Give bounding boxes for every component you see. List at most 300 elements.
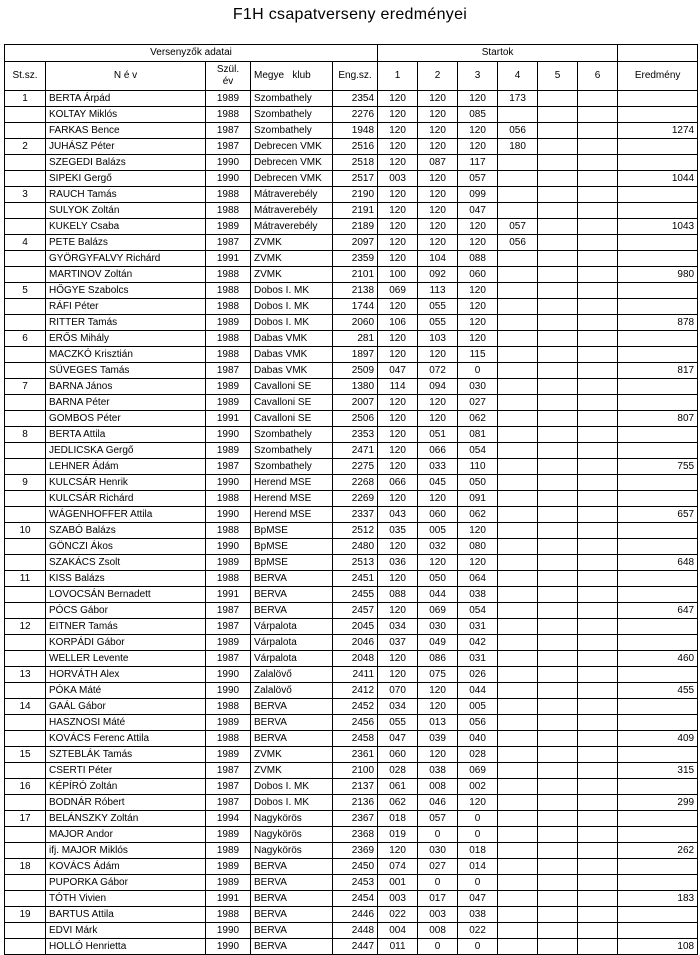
start-score-1: 003	[378, 171, 418, 187]
start-score-4	[498, 779, 538, 795]
start-score-1: 120	[378, 459, 418, 475]
start-score-6	[578, 331, 618, 347]
competitor-name: BERTA Árpád	[46, 91, 206, 107]
start-score-1: 003	[378, 891, 418, 907]
start-score-2: 120	[418, 555, 458, 571]
result-cell: 460	[618, 651, 698, 667]
club-name: Szombathely	[251, 91, 333, 107]
start-score-2: 0	[418, 939, 458, 955]
club-name: Várpalota	[251, 635, 333, 651]
birth-year: 1991	[206, 891, 251, 907]
club-name: BERVA	[251, 875, 333, 891]
start-score-5	[538, 331, 578, 347]
table-row	[5, 315, 698, 331]
birth-year: 1987	[206, 651, 251, 667]
start-score-3: 091	[458, 491, 498, 507]
table-row	[5, 619, 698, 635]
page-title: F1H csapatverseny eredményei	[232, 6, 468, 23]
start-score-2: 087	[418, 155, 458, 171]
birth-year: 1987	[206, 763, 251, 779]
start-score-5	[538, 315, 578, 331]
result-cell	[618, 91, 698, 107]
birth-year: 1987	[206, 363, 251, 379]
club-name: Dobos I. MK	[251, 299, 333, 315]
start-score-3: 002	[458, 779, 498, 795]
start-score-6	[578, 107, 618, 123]
competitor-name: SZAKÁCS Zsolt	[46, 555, 206, 571]
place-cell: 4	[5, 235, 46, 251]
start-score-6	[578, 427, 618, 443]
start-score-4	[498, 187, 538, 203]
competitor-name: WELLER Levente	[46, 651, 206, 667]
birth-year: 1990	[206, 171, 251, 187]
result-cell: 1044	[618, 171, 698, 187]
start-score-3: 047	[458, 203, 498, 219]
competitor-name: BARNA János	[46, 379, 206, 395]
header-start-4: 4	[498, 62, 538, 91]
start-score-3: 031	[458, 651, 498, 667]
table-row	[5, 523, 698, 539]
competitor-name: JUHÁSZ Péter	[46, 139, 206, 155]
start-score-4	[498, 619, 538, 635]
start-score-5	[538, 347, 578, 363]
start-score-3: 120	[458, 795, 498, 811]
table-row	[5, 203, 698, 219]
start-score-4: 056	[498, 235, 538, 251]
header-column-row	[5, 62, 698, 91]
start-score-4	[498, 923, 538, 939]
competitor-name: BERTA Attila	[46, 427, 206, 443]
competitor-name: KORPÁDI Gábor	[46, 635, 206, 651]
club-name: Cavalloni SE	[251, 379, 333, 395]
table-row	[5, 651, 698, 667]
registration-number: 2455	[333, 587, 378, 603]
start-score-1: 001	[378, 875, 418, 891]
start-score-2: 120	[418, 747, 458, 763]
registration-number: 2189	[333, 219, 378, 235]
start-score-4	[498, 747, 538, 763]
start-score-3: 117	[458, 155, 498, 171]
result-cell	[618, 827, 698, 843]
start-score-6	[578, 235, 618, 251]
start-score-5	[538, 763, 578, 779]
club-name: Szombathely	[251, 459, 333, 475]
start-score-4	[498, 379, 538, 395]
start-score-1: 074	[378, 859, 418, 875]
start-score-6	[578, 347, 618, 363]
start-score-3: 030	[458, 379, 498, 395]
table-row	[5, 731, 698, 747]
table-row	[5, 171, 698, 187]
result-cell: 647	[618, 603, 698, 619]
start-score-4	[498, 107, 538, 123]
start-score-2: 017	[418, 891, 458, 907]
table-row	[5, 715, 698, 731]
table-row	[5, 187, 698, 203]
start-score-5	[538, 107, 578, 123]
start-score-1: 120	[378, 251, 418, 267]
result-cell: 980	[618, 267, 698, 283]
start-score-3: 031	[458, 619, 498, 635]
competitor-name: LEHNER Ádám	[46, 459, 206, 475]
start-score-4	[498, 731, 538, 747]
start-score-5	[538, 939, 578, 955]
start-score-5	[538, 123, 578, 139]
start-score-3: 042	[458, 635, 498, 651]
start-score-1: 055	[378, 715, 418, 731]
place-cell	[5, 123, 46, 139]
start-score-6	[578, 203, 618, 219]
registration-number: 2060	[333, 315, 378, 331]
start-score-1: 114	[378, 379, 418, 395]
start-score-4	[498, 859, 538, 875]
place-cell	[5, 715, 46, 731]
start-score-5	[538, 523, 578, 539]
start-score-6	[578, 171, 618, 187]
table-row	[5, 363, 698, 379]
club-name: BERVA	[251, 571, 333, 587]
start-score-1: 060	[378, 747, 418, 763]
competitor-name: RÁFI Péter	[46, 299, 206, 315]
result-cell	[618, 667, 698, 683]
place-cell	[5, 891, 46, 907]
registration-number: 1948	[333, 123, 378, 139]
start-score-2: 120	[418, 491, 458, 507]
result-cell	[618, 619, 698, 635]
start-score-5	[538, 923, 578, 939]
start-score-6	[578, 763, 618, 779]
competitor-name: RAUCH Tamás	[46, 187, 206, 203]
start-score-1: 120	[378, 123, 418, 139]
start-score-3: 120	[458, 523, 498, 539]
birth-year: 1990	[206, 507, 251, 523]
result-cell: 183	[618, 891, 698, 907]
registration-number: 2471	[333, 443, 378, 459]
table-row	[5, 91, 698, 107]
start-score-4	[498, 491, 538, 507]
birth-year: 1991	[206, 411, 251, 427]
registration-number: 2275	[333, 459, 378, 475]
start-score-2: 113	[418, 283, 458, 299]
start-score-5	[538, 555, 578, 571]
club-name: BERVA	[251, 891, 333, 907]
start-score-6	[578, 395, 618, 411]
club-name: Dobos I. MK	[251, 779, 333, 795]
start-score-4	[498, 459, 538, 475]
header-group-row	[5, 45, 698, 62]
competitor-name: KUKELY Csaba	[46, 219, 206, 235]
header-result: Eredmény	[618, 62, 698, 91]
birth-year: 1988	[206, 107, 251, 123]
club-name: Herend MSE	[251, 507, 333, 523]
start-score-5	[538, 171, 578, 187]
start-score-4: 056	[498, 123, 538, 139]
registration-number: 2446	[333, 907, 378, 923]
place-cell	[5, 555, 46, 571]
start-score-4	[498, 331, 538, 347]
competitor-name: HASZNOSI Máté	[46, 715, 206, 731]
start-score-1: 070	[378, 683, 418, 699]
start-score-1: 120	[378, 603, 418, 619]
competitor-name: BELÁNSZKY Zoltán	[46, 811, 206, 827]
table-row	[5, 331, 698, 347]
place-cell: 14	[5, 699, 46, 715]
start-score-4	[498, 427, 538, 443]
table-row	[5, 427, 698, 443]
start-score-6	[578, 283, 618, 299]
birth-year: 1989	[206, 635, 251, 651]
start-score-3: 014	[458, 859, 498, 875]
result-cell	[618, 747, 698, 763]
competitor-name: FARKAS Bence	[46, 123, 206, 139]
competitor-name: GAÁL Gábor	[46, 699, 206, 715]
birth-year: 1989	[206, 395, 251, 411]
place-cell	[5, 219, 46, 235]
start-score-1: 043	[378, 507, 418, 523]
result-cell	[618, 251, 698, 267]
start-score-5	[538, 699, 578, 715]
birth-year: 1989	[206, 827, 251, 843]
start-score-1: 106	[378, 315, 418, 331]
start-score-2: 066	[418, 443, 458, 459]
start-score-1: 120	[378, 219, 418, 235]
start-score-4	[498, 523, 538, 539]
start-score-1: 036	[378, 555, 418, 571]
club-name: ZVMK	[251, 747, 333, 763]
start-score-1: 037	[378, 635, 418, 651]
club-name: BERVA	[251, 587, 333, 603]
birth-year: 1991	[206, 251, 251, 267]
start-score-2: 075	[418, 667, 458, 683]
result-cell	[618, 331, 698, 347]
birth-year: 1987	[206, 123, 251, 139]
competitor-name: SÜVEGES Tamás	[46, 363, 206, 379]
start-score-3: 120	[458, 283, 498, 299]
result-cell: 817	[618, 363, 698, 379]
start-score-1: 120	[378, 443, 418, 459]
registration-number: 2097	[333, 235, 378, 251]
result-cell	[618, 907, 698, 923]
birth-year: 1987	[206, 795, 251, 811]
birth-year: 1988	[206, 491, 251, 507]
competitor-name: GÖNCZI Ákos	[46, 539, 206, 555]
place-cell	[5, 731, 46, 747]
start-score-2: 046	[418, 795, 458, 811]
registration-number: 1897	[333, 347, 378, 363]
club-name: BpMSE	[251, 539, 333, 555]
place-cell: 2	[5, 139, 46, 155]
competitor-name: ifj. MAJOR Miklós	[46, 843, 206, 859]
header-starts: Startok	[378, 45, 618, 62]
result-cell	[618, 475, 698, 491]
registration-number: 2268	[333, 475, 378, 491]
start-score-5	[538, 203, 578, 219]
table-row	[5, 251, 698, 267]
table-row	[5, 891, 698, 907]
start-score-6	[578, 875, 618, 891]
start-score-4	[498, 411, 538, 427]
registration-number: 2354	[333, 91, 378, 107]
start-score-5	[538, 251, 578, 267]
competitor-name: MARTINOV Zoltán	[46, 267, 206, 283]
start-score-4	[498, 699, 538, 715]
result-cell: 807	[618, 411, 698, 427]
birth-year: 1989	[206, 843, 251, 859]
competitor-name: KOLTAY Miklós	[46, 107, 206, 123]
table-row	[5, 123, 698, 139]
start-score-6	[578, 443, 618, 459]
place-cell: 12	[5, 619, 46, 635]
registration-number: 2190	[333, 187, 378, 203]
start-score-6	[578, 187, 618, 203]
start-score-6	[578, 379, 618, 395]
start-score-6	[578, 363, 618, 379]
start-score-2: 033	[418, 459, 458, 475]
start-score-6	[578, 219, 618, 235]
club-name: Dabas VMK	[251, 347, 333, 363]
start-score-2: 120	[418, 235, 458, 251]
club-name: Zalalövő	[251, 683, 333, 699]
start-score-2: 005	[418, 523, 458, 539]
club-name: BERVA	[251, 923, 333, 939]
start-score-2: 120	[418, 347, 458, 363]
start-score-1: 120	[378, 651, 418, 667]
start-score-4	[498, 475, 538, 491]
place-cell: 3	[5, 187, 46, 203]
start-score-5	[538, 459, 578, 475]
place-cell: 17	[5, 811, 46, 827]
place-cell	[5, 843, 46, 859]
start-score-3: 054	[458, 603, 498, 619]
club-name: Mátraverebély	[251, 219, 333, 235]
result-cell	[618, 811, 698, 827]
start-score-6	[578, 811, 618, 827]
start-score-6	[578, 459, 618, 475]
start-score-3: 120	[458, 123, 498, 139]
result-cell	[618, 859, 698, 875]
club-name: BERVA	[251, 603, 333, 619]
table-row	[5, 107, 698, 123]
start-score-3: 064	[458, 571, 498, 587]
competitor-name: KULCSÁR Richárd	[46, 491, 206, 507]
start-score-2: 0	[418, 827, 458, 843]
start-score-4	[498, 203, 538, 219]
table-row	[5, 475, 698, 491]
start-score-1: 120	[378, 331, 418, 347]
place-cell	[5, 603, 46, 619]
header-start-3: 3	[458, 62, 498, 91]
place-cell	[5, 795, 46, 811]
header-start-5: 5	[538, 62, 578, 91]
place-cell	[5, 635, 46, 651]
club-name: Dobos I. MK	[251, 795, 333, 811]
registration-number: 2516	[333, 139, 378, 155]
birth-year: 1990	[206, 427, 251, 443]
table-row	[5, 411, 698, 427]
start-score-3: 028	[458, 747, 498, 763]
start-score-3: 056	[458, 715, 498, 731]
place-cell	[5, 587, 46, 603]
start-score-1: 018	[378, 811, 418, 827]
table-row	[5, 603, 698, 619]
start-score-6	[578, 827, 618, 843]
registration-number: 2007	[333, 395, 378, 411]
result-cell	[618, 923, 698, 939]
start-score-2: 060	[418, 507, 458, 523]
place-cell: 8	[5, 427, 46, 443]
place-cell	[5, 395, 46, 411]
club-name: Cavalloni SE	[251, 411, 333, 427]
start-score-6	[578, 795, 618, 811]
result-cell	[618, 379, 698, 395]
birth-year: 1988	[206, 331, 251, 347]
club-name: BERVA	[251, 699, 333, 715]
place-cell: 10	[5, 523, 46, 539]
club-name: ZVMK	[251, 763, 333, 779]
table-row	[5, 635, 698, 651]
start-score-3: 120	[458, 91, 498, 107]
start-score-5	[538, 395, 578, 411]
start-score-1: 019	[378, 827, 418, 843]
start-score-4	[498, 251, 538, 267]
start-score-4	[498, 155, 538, 171]
start-score-2: 103	[418, 331, 458, 347]
start-score-2: 120	[418, 187, 458, 203]
result-cell	[618, 699, 698, 715]
competitor-name: WÁGENHOFFER Attila	[46, 507, 206, 523]
club-name: Szombathely	[251, 123, 333, 139]
birth-year: 1989	[206, 875, 251, 891]
start-score-1: 120	[378, 347, 418, 363]
start-score-3: 044	[458, 683, 498, 699]
start-score-3: 120	[458, 219, 498, 235]
start-score-5	[538, 187, 578, 203]
registration-number: 2448	[333, 923, 378, 939]
competitor-name: SZABÓ Balázs	[46, 523, 206, 539]
place-cell	[5, 939, 46, 955]
start-score-6	[578, 651, 618, 667]
start-score-5	[538, 379, 578, 395]
start-score-3: 047	[458, 891, 498, 907]
start-score-4	[498, 651, 538, 667]
start-score-6	[578, 923, 618, 939]
start-score-3: 0	[458, 363, 498, 379]
start-score-4: 173	[498, 91, 538, 107]
start-score-5	[538, 91, 578, 107]
start-score-5	[538, 235, 578, 251]
club-name: Cavalloni SE	[251, 395, 333, 411]
registration-number: 2369	[333, 843, 378, 859]
start-score-2: 092	[418, 267, 458, 283]
start-score-2: 120	[418, 91, 458, 107]
competitor-name: KOVÁCS Ádám	[46, 859, 206, 875]
result-cell: 1274	[618, 123, 698, 139]
start-score-3: 050	[458, 475, 498, 491]
table-row	[5, 347, 698, 363]
start-score-5	[538, 667, 578, 683]
start-score-6	[578, 507, 618, 523]
registration-number: 2048	[333, 651, 378, 667]
registration-number: 2452	[333, 699, 378, 715]
place-cell: 7	[5, 379, 46, 395]
table-row	[5, 939, 698, 955]
start-score-3: 038	[458, 587, 498, 603]
birth-year: 1988	[206, 203, 251, 219]
start-score-3: 120	[458, 555, 498, 571]
club-name: Várpalota	[251, 651, 333, 667]
start-score-5	[538, 267, 578, 283]
place-cell	[5, 539, 46, 555]
